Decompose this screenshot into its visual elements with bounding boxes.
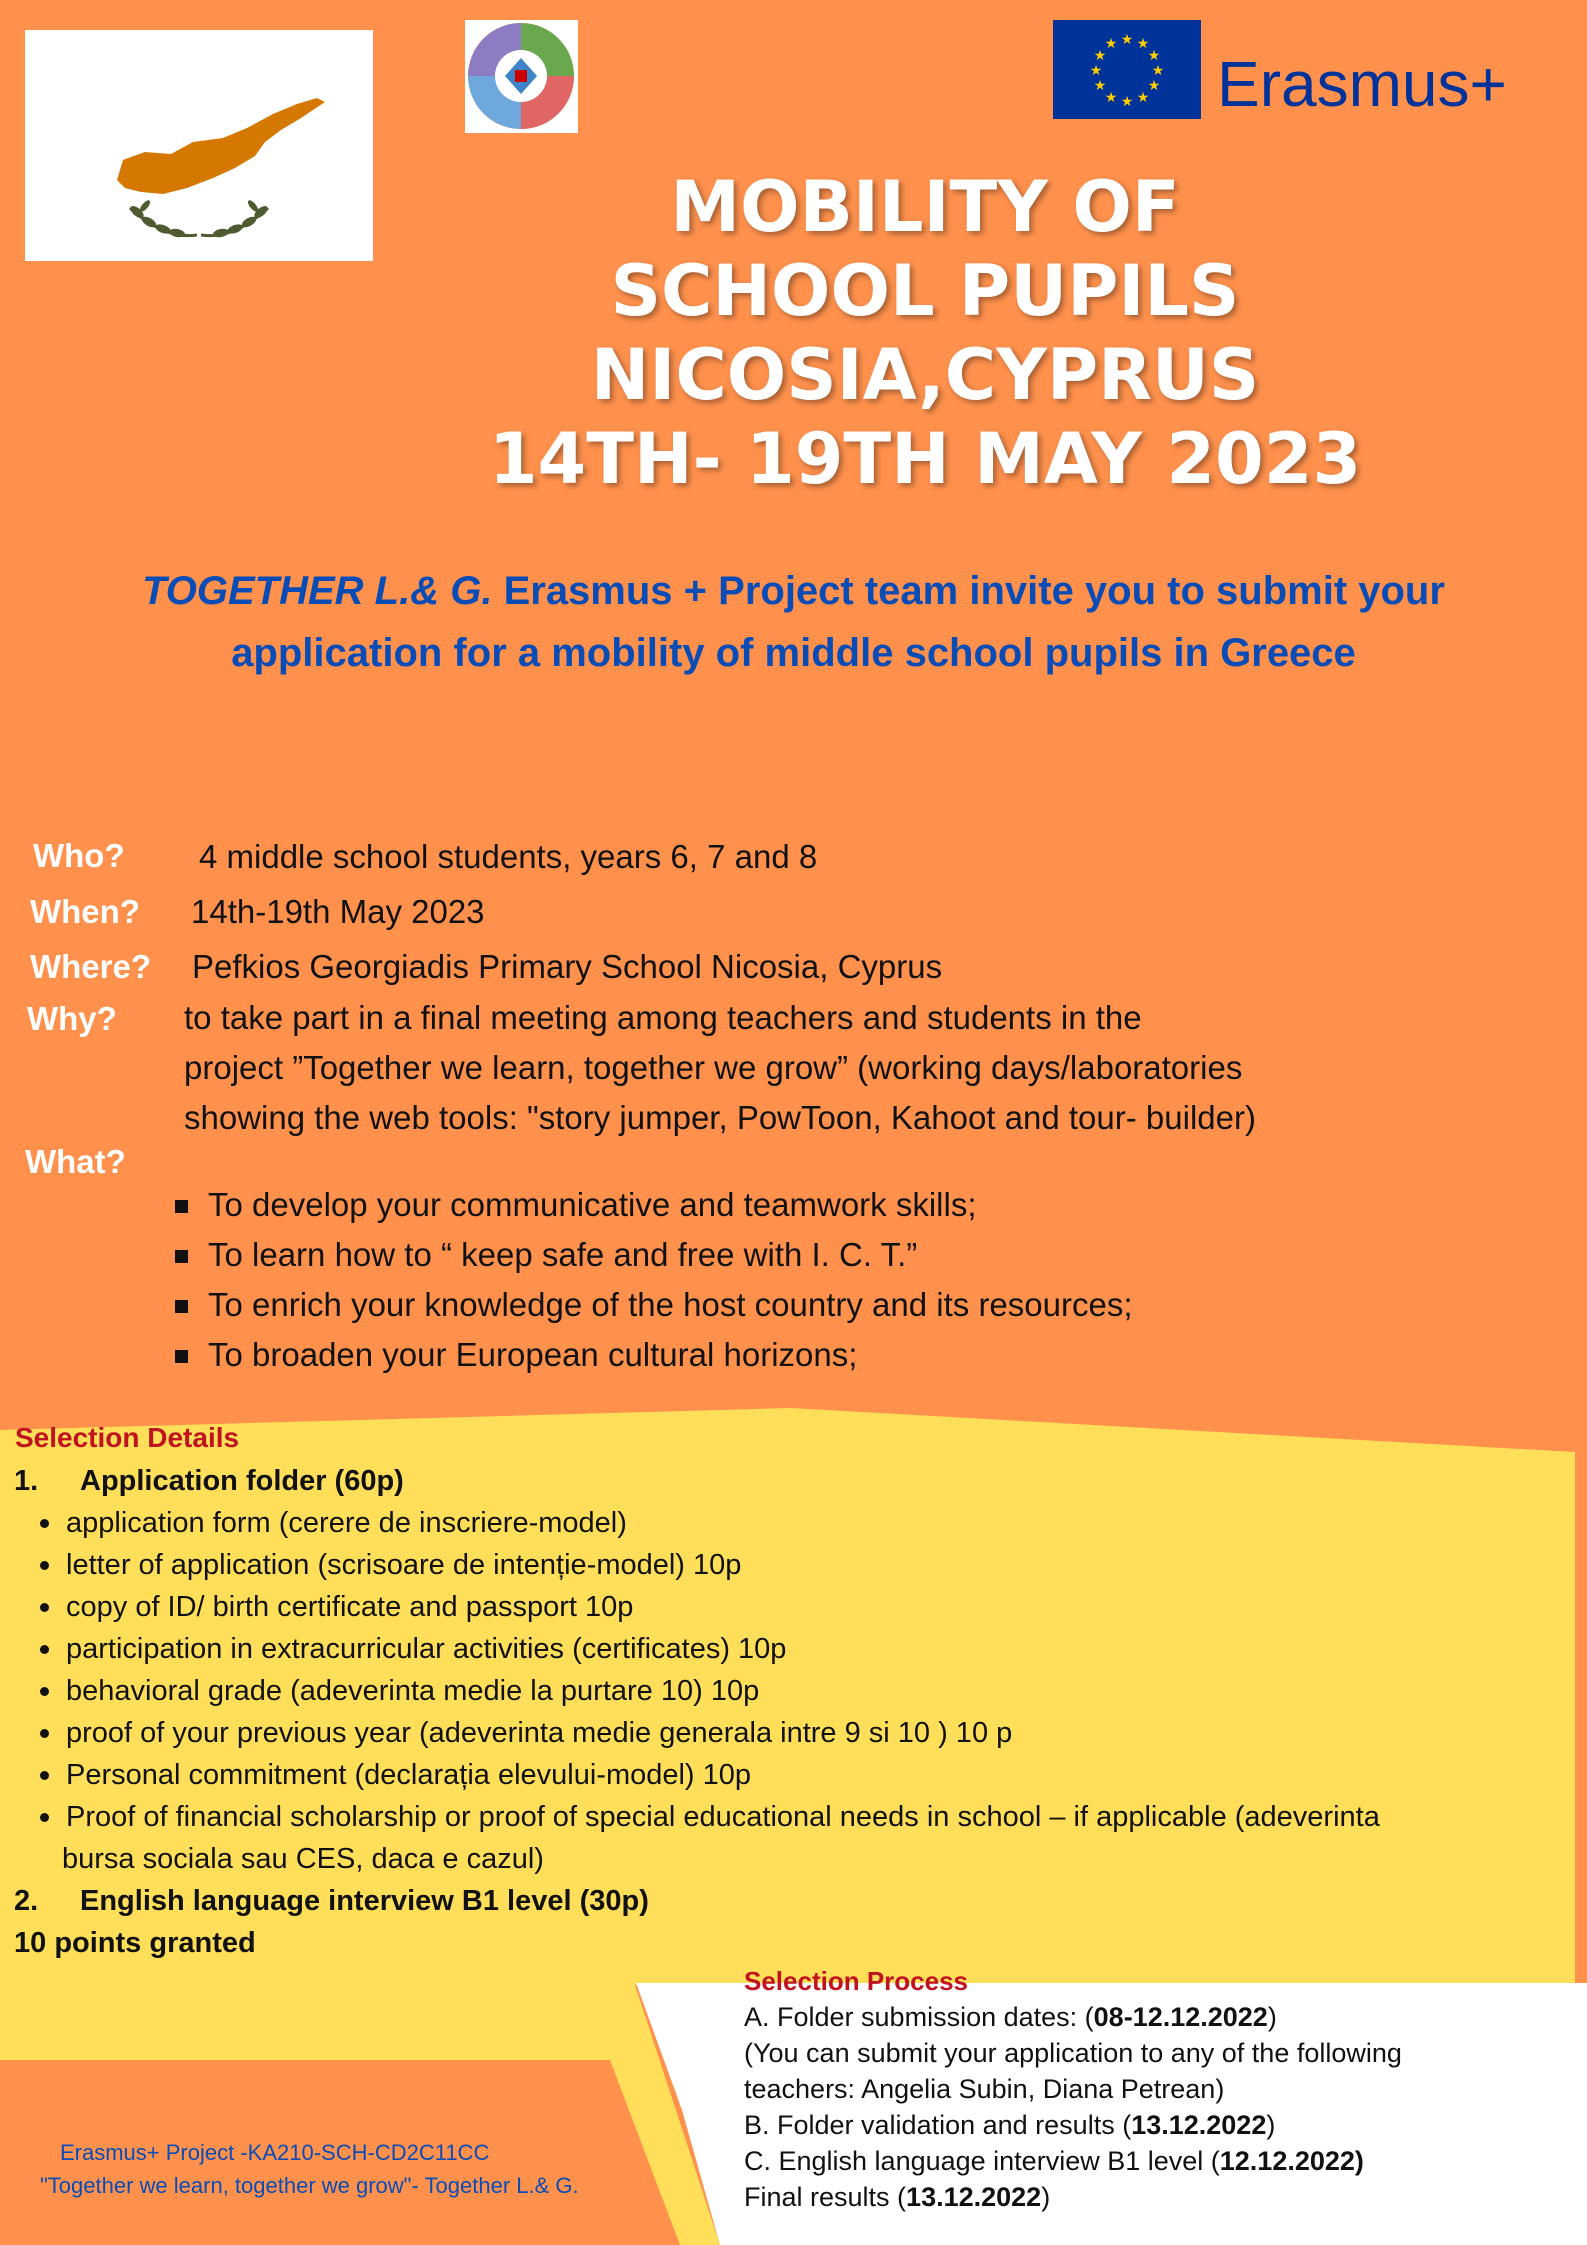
selection-process-heading: Selection Process [744,1966,968,1996]
page-title [430,165,1420,501]
project-logo [465,20,578,133]
step-c: C. English language interview B1 level (12.12.2022) [744,2146,1364,2176]
title-line: MOBILITY OF [670,166,1180,248]
title-line: SCHOOL PUPILS [610,250,1240,332]
list-item: Personal commitment (declarația elevului-model) 10p [14,1754,1554,1796]
list-item: To learn how to “ keep safe and free with I. C. T.” [175,1230,1133,1280]
when-value: 14th-19th May 2023 [191,893,485,930]
list-item: Proof of financial scholarship or proof of special educational needs in school – if applicable (adeverinta [14,1796,1554,1838]
step-a: A. Folder submission dates: (08-12.12.2022) [744,2002,1277,2032]
who-label: Who? [33,837,125,874]
points-granted: 10 points granted [14,1927,256,1959]
svg-text:★: ★ [1147,48,1161,64]
why-line: showing the web tools: "story jumper, PowToon, Kahoot and tour- builder) [184,1099,1256,1136]
step-a-note: teachers: Angelia Subin, Diana Petrean) [744,2074,1225,2104]
why-line: to take part in a final meeting among teachers and students in the [184,999,1142,1036]
intro-line-1: Erasmus + Project team invite you to submit your [492,569,1445,613]
list-item: letter of application (scrisoare de intenție-model) 10p [14,1544,1554,1586]
list-item: To develop your communicative and teamwork skills; [175,1180,1133,1230]
svg-text:★: ★ [1147,78,1161,94]
svg-text:★: ★ [1104,90,1118,106]
list-item-continuation: bursa sociala sau CES, daca e cazul) [62,1843,544,1875]
selection-details-list [14,1460,1554,1964]
list-item: proof of your previous year (adeverinta medie generala intre 9 si 10 ) 10 p [14,1712,1554,1754]
svg-text:★: ★ [1093,78,1107,94]
svg-text:★: ★ [1104,36,1118,52]
selection-item-1: 1. Application folder (60p) [14,1465,404,1497]
project-name: TOGETHER L.& G. [142,569,493,613]
title-line: NICOSIA,CYPRUS [590,334,1260,416]
intro-text [20,560,1567,684]
svg-text:★: ★ [1093,48,1107,64]
footer-line: "Together we learn, together we grow"- Together L.& G. [40,2173,579,2198]
why-line: project ”Together we learn, together we grow” (working days/laboratories [184,1049,1243,1086]
eu-flag [1053,20,1201,119]
list-item: application form (cerere de inscriere-model) [14,1502,1554,1544]
title-line: 14TH- 19TH MAY 2023 [488,418,1362,500]
eu-stars-icon [1053,20,1201,119]
what-list [175,1180,1133,1380]
svg-text:★: ★ [1136,90,1150,106]
erasmus-logo-text: Erasmus+ [1217,48,1507,120]
who-value: 4 middle school students, years 6, 7 and 8 [199,838,818,875]
list-item: To broaden your European cultural horizons; [175,1330,1133,1380]
where-value: Pefkios Georgiadis Primary School Nicosia, Cyprus [192,948,943,985]
list-item: copy of ID/ birth certificate and passport 10p [14,1586,1554,1628]
footer [40,2136,690,2202]
what-label: What? [25,1143,126,1180]
selection-process [744,1963,1504,2215]
svg-text:★: ★ [1136,36,1150,52]
svg-text:★: ★ [1089,63,1103,79]
selection-details-heading: Selection Details [15,1422,240,1453]
svg-text:★: ★ [1120,32,1134,48]
svg-text:★: ★ [1151,63,1165,79]
intro-line-2: application for a mobility of middle school pupils in Greece [231,631,1356,675]
svg-text:★: ★ [1120,94,1134,110]
list-item: behavioral grade (adeverinta medie la purtare 10) 10p [14,1670,1554,1712]
why-value [184,993,1256,1143]
step-a-note: (You can submit your application to any of the following [744,2038,1402,2068]
where-label: Where? [30,948,152,985]
when-label: When? [30,893,140,930]
footer-line: Erasmus+ Project -KA210-SCH-CD2C11CC [60,2140,490,2165]
why-label: Why? [27,1000,117,1037]
cyprus-flag [25,30,373,261]
cyprus-map-icon [117,98,325,194]
step-b: B. Folder validation and results (13.12.2022) [744,2110,1276,2140]
list-item: To enrich your knowledge of the host country and its resources; [175,1280,1133,1330]
selection-item-2: 2. English language interview B1 level (30p) [14,1885,649,1917]
final-results: Final results (13.12.2022) [744,2182,1051,2212]
list-item: participation in extracurricular activities (certificates) 10p [14,1628,1554,1670]
